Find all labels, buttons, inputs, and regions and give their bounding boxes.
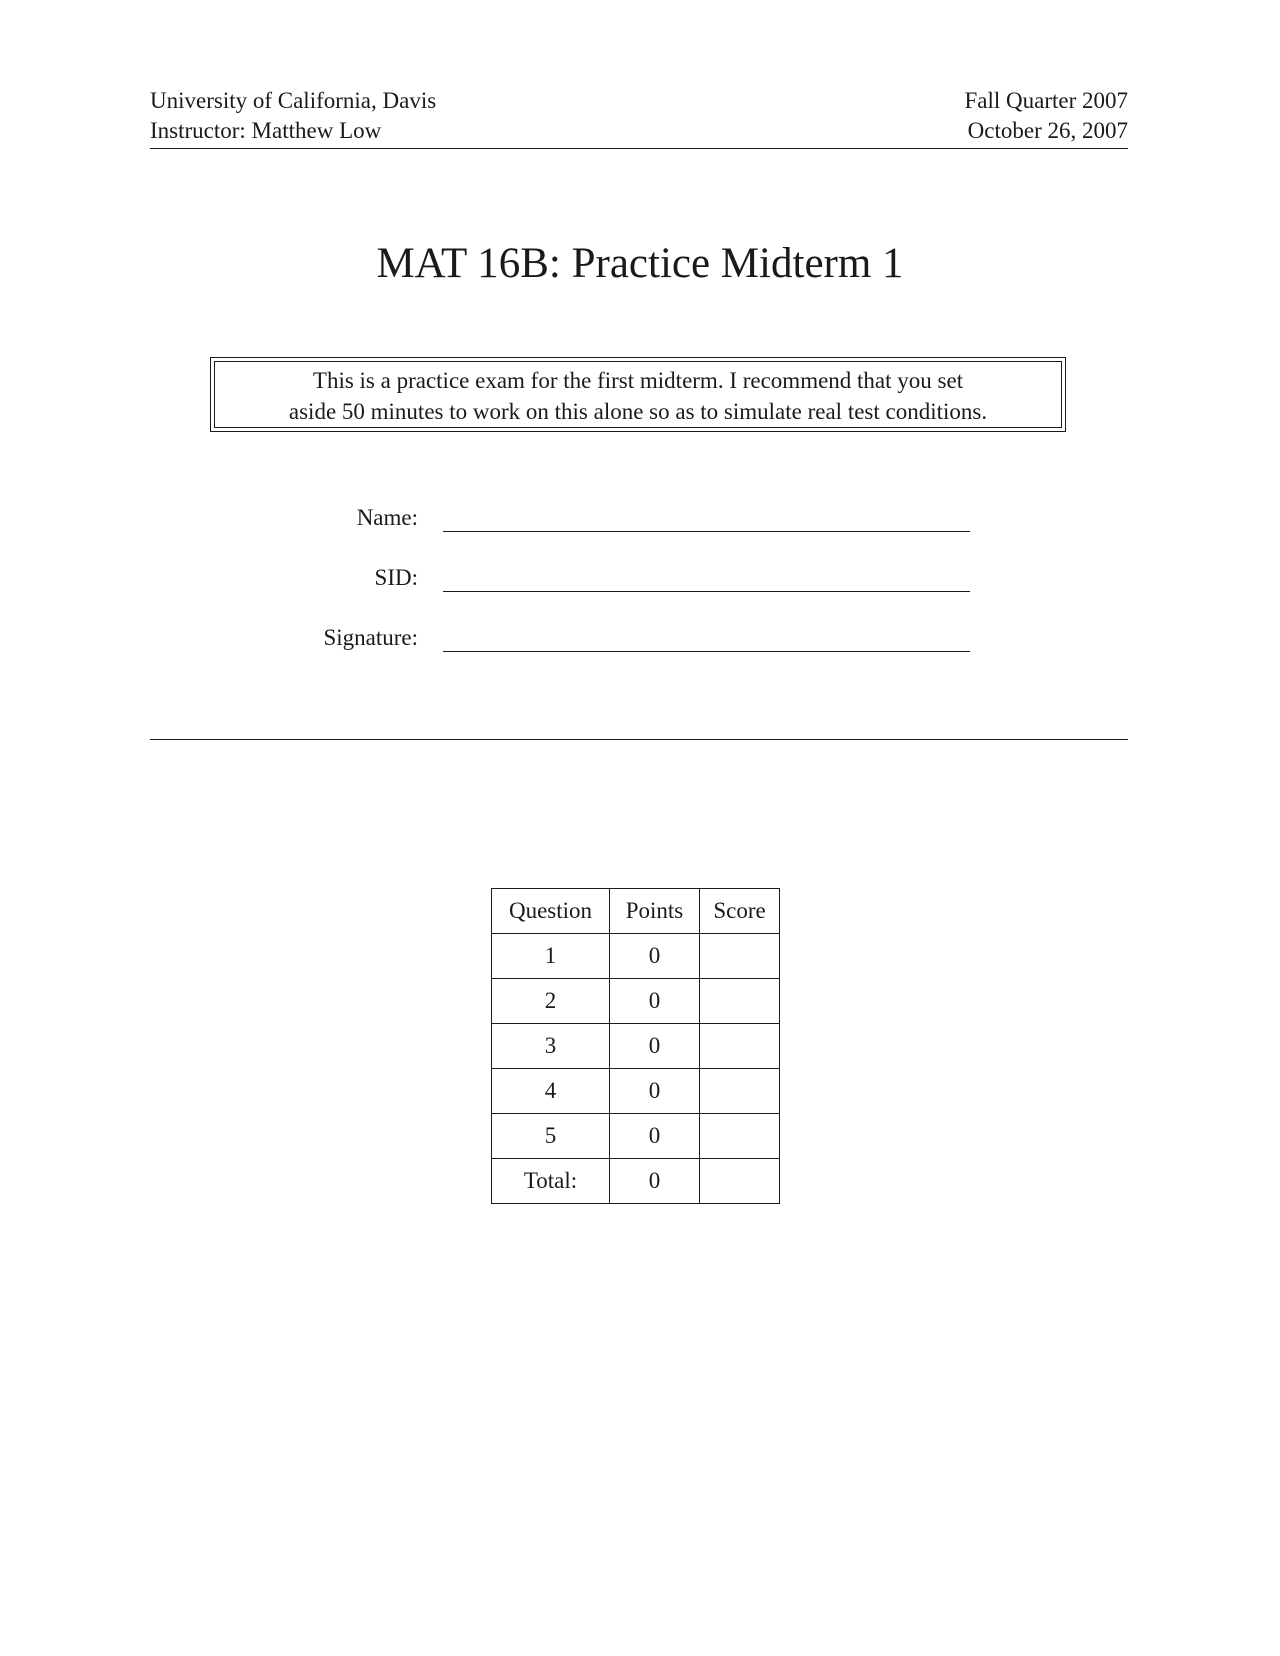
- total-label-cell: Total:: [492, 1159, 610, 1204]
- section-divider: [150, 739, 1128, 740]
- points-cell: 0: [610, 1024, 700, 1069]
- total-score-cell[interactable]: [700, 1159, 780, 1204]
- signature-blank-line[interactable]: [443, 651, 970, 652]
- table-row: [492, 1114, 780, 1159]
- score-cell[interactable]: [700, 1114, 780, 1159]
- score-cell[interactable]: [700, 1069, 780, 1114]
- name-blank-line[interactable]: [443, 531, 970, 532]
- institution-name: University of California, Davis: [150, 88, 437, 113]
- question-cell: 1: [492, 934, 610, 979]
- total-row: [492, 1159, 780, 1204]
- header-left: [150, 86, 436, 146]
- sid-field: [0, 560, 1280, 600]
- header-right: [964, 86, 1128, 146]
- table-row: [492, 1069, 780, 1114]
- sid-blank-line[interactable]: [443, 591, 970, 592]
- question-cell: 4: [492, 1069, 610, 1114]
- notice-box: [210, 357, 1066, 432]
- table-row: [492, 1024, 780, 1069]
- score-cell[interactable]: [700, 934, 780, 979]
- sid-label: SID:: [374, 565, 418, 590]
- signature-field: [0, 620, 1280, 660]
- points-cell: 0: [610, 1069, 700, 1114]
- page-header: [150, 86, 1128, 149]
- instructor-name: Instructor: Matthew Low: [150, 118, 382, 143]
- grading-table-header-row: [492, 889, 780, 934]
- question-cell: 2: [492, 979, 610, 1024]
- exam-date: October 26, 2007: [967, 118, 1128, 143]
- points-cell: 0: [610, 934, 700, 979]
- total-points-cell: 0: [610, 1159, 700, 1204]
- page-title: MAT 16B: Practice Midterm 1: [376, 240, 904, 287]
- column-header-score: Score: [700, 889, 780, 934]
- notice-line-1: This is a practice exam for the first midterm. I recommend that you set: [312, 368, 964, 393]
- points-cell: 0: [610, 1114, 700, 1159]
- column-header-question: Question: [492, 889, 610, 934]
- signature-label: Signature:: [323, 625, 418, 650]
- name-field: [0, 500, 1280, 540]
- question-cell: 5: [492, 1114, 610, 1159]
- points-cell: 0: [610, 979, 700, 1024]
- notice-line-2: aside 50 minutes to work on this alone so as to simulate real test conditions.: [288, 399, 988, 424]
- grading-table: [491, 888, 780, 1204]
- score-cell[interactable]: [700, 979, 780, 1024]
- question-cell: 3: [492, 1024, 610, 1069]
- name-label: Name:: [356, 505, 418, 530]
- table-row: [492, 979, 780, 1024]
- term: Fall Quarter 2007: [964, 88, 1128, 113]
- column-header-points: Points: [610, 889, 700, 934]
- score-cell[interactable]: [700, 1024, 780, 1069]
- table-row: [492, 934, 780, 979]
- notice-box-inner: [214, 361, 1062, 428]
